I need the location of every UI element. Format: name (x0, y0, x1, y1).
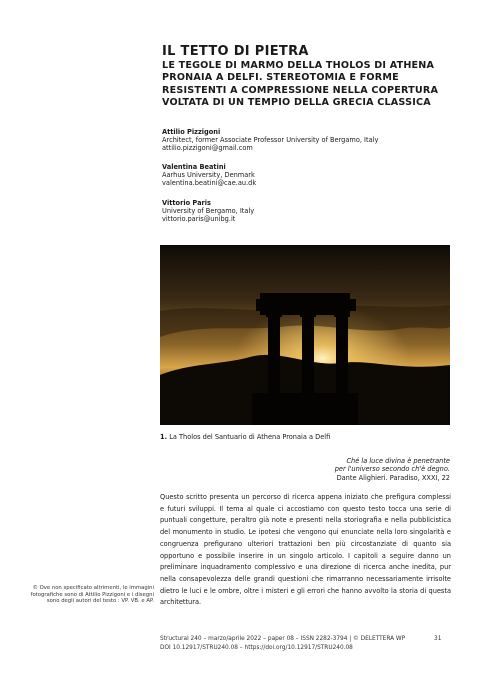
tholos-photo (160, 245, 450, 425)
author-email[interactable]: attilio.pizzigoni@gmail.com (162, 144, 253, 153)
author-email[interactable]: valentina.beatini@cae.au.dk (162, 179, 257, 188)
figure-caption (160, 433, 330, 441)
article-title: IL TETTO DI PIETRA (162, 44, 309, 59)
body-line: errori che hanno avvolto la storia di questa architettura. (160, 586, 451, 607)
epigraph-line: per l'universo secondo ch'è degno. (334, 465, 450, 474)
body-line: nella pubblicistica del monumento in studio. Le ipotesi che vengono qui enunciate (160, 516, 451, 537)
footer-journal-info: Structural 240 – marzo/aprile 2022 – paper 08 – ISSN 2282-3794 | © DELETTERA WP (160, 636, 406, 642)
body-line: nella loro singolarità e congruenza prefigurano ulteriori trattazioni ben più (160, 528, 451, 548)
body-line: una serie di puntuali congetture, peraltro già note e presenti nella storiografia e (160, 504, 451, 525)
author-name: Valentina Beatini (162, 163, 226, 171)
body-line: circostanziate di quanto sia opportuno e possibile inserire in un singolo articolo. I (160, 539, 452, 560)
credit-line: sono degli autori del testo : VP. VB. e AP. (46, 598, 154, 605)
body-line: Questo scritto presenta un percorso di ricerca appena iniziato che prefigura (160, 493, 419, 501)
author-name: Attilio Pizzigoni (162, 128, 221, 136)
body-paragraph (160, 492, 451, 609)
body-line: capitoli a seguire danno un preliminare inquadramento complessivo e una direzione (160, 551, 451, 572)
epigraph-line: Ché la luce divina è penetrante (346, 457, 450, 465)
author-block (162, 163, 462, 188)
figure-caption-text: La Tholos del Santuario di Athena Pronaia a Delfi (169, 433, 331, 441)
page-number: 31 (434, 636, 442, 642)
footer-doi[interactable]: DOI 10.12917/STRU240.08 – https://doi.org/10.12917/STRU240.08 (160, 645, 353, 651)
credit-line: fotografiche sono di Attilio Pizzigoni e i disegni (30, 591, 154, 598)
epigraph (270, 457, 450, 482)
body-line: di ricerca anche inedita, pur nella consapevolezza delle grandi questioni che (160, 563, 451, 583)
author-block (162, 199, 462, 224)
author-block (162, 128, 462, 153)
author-affiliation: University of Bergamo, Italy (162, 207, 255, 216)
image-credit-note (22, 585, 154, 605)
author-affiliation: Architect, former Associate Professor University of Bergamo, Italy (162, 136, 379, 145)
credit-line: © Ove non specificato altrimenti, le immagini (32, 585, 154, 591)
author-name: Vittorio Paris (162, 199, 211, 207)
figure-number: 1. (160, 433, 168, 441)
author-affiliation: Aarhus University, Denmark (162, 171, 255, 180)
author-email[interactable]: vittorio.paris@unibg.it (162, 215, 236, 224)
article-subtitle: LE TEGOLE DI MARMO DELLA THOLOS DI ATHENA PRONAIA A DELFI. STEREOTOMIA E FORME RESISTENTI A COMPRESSIONE NELLA COPERTURA VOLTATA DI UN TEMPIO DELLA GRECIA CLASSICA (162, 60, 439, 109)
body-line: complessi e futuri sviluppi. Il tema al quale ci accostiamo con questo testo tocca (160, 493, 451, 513)
epigraph-source: Dante Alighieri. Paradiso, XXXI, 22 (336, 473, 450, 482)
body-line: rimarranno necessariamente irrisolte dietro le luci e le ombre, oltre i misteri e gli (160, 574, 451, 595)
